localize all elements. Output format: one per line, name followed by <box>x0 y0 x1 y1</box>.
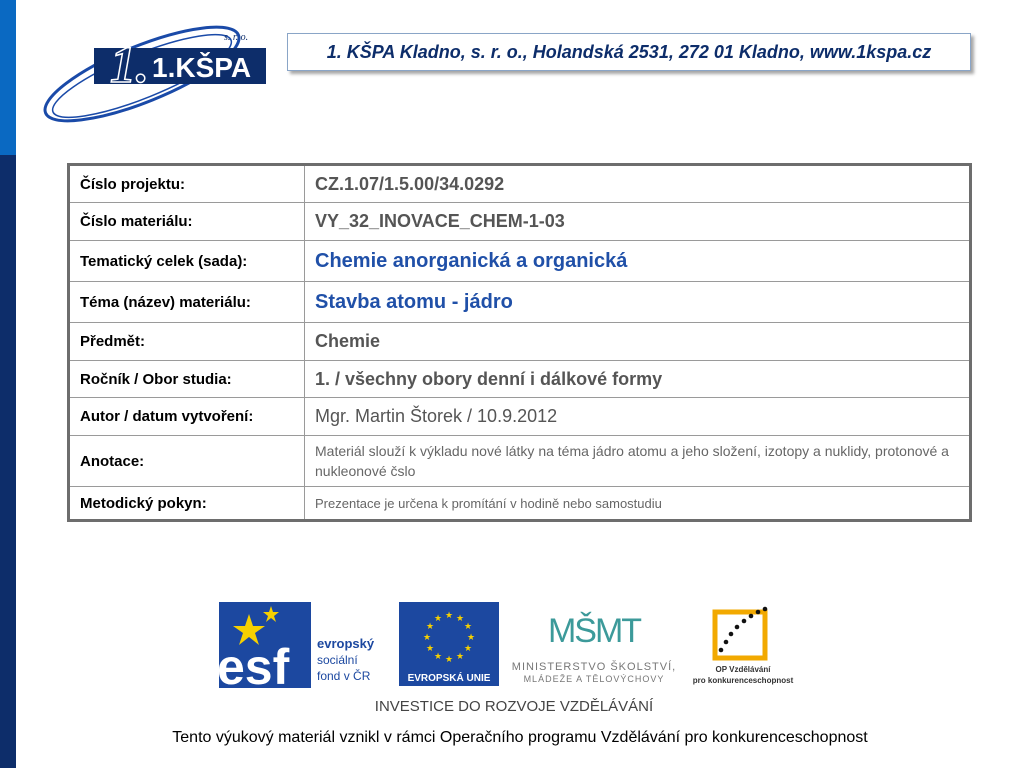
logo-text: 1.KŠPA <box>152 52 252 83</box>
esf-line3: fond v ČR <box>317 669 371 683</box>
table-row <box>69 323 971 361</box>
header-address-box <box>287 33 971 71</box>
header-address: 1. KŠPA Kladno, s. r. o., Holandská 2531, 272 01 Kladno, www.1kspa.cz <box>326 41 932 62</box>
row-value: 1. / všechny obory denní i dálkové formy <box>305 361 971 398</box>
row-value: CZ.1.07/1.5.00/34.0292 <box>305 165 971 203</box>
svg-text:★: ★ <box>463 644 473 654</box>
row-label: Číslo materiálu: <box>69 203 305 241</box>
op-vzdelavani-logo <box>687 600 799 690</box>
project-info-table <box>67 163 972 522</box>
svg-text:★: ★ <box>455 652 465 662</box>
left-accent-bar-bottom <box>0 155 16 768</box>
left-accent-bar-top <box>0 0 16 155</box>
kspa-logo <box>34 10 274 145</box>
esf-line2: sociální <box>317 653 358 667</box>
row-label: Tematický celek (sada): <box>69 241 305 282</box>
svg-text:★: ★ <box>433 652 443 662</box>
row-value: VY_32_INOVACE_CHEM-1-03 <box>305 203 971 241</box>
svg-text:★: ★ <box>444 611 454 621</box>
footer-text: Tento výukový materiál vznikl v rámci Operačního programu Vzdělávání pro konkurenceschopnost <box>172 729 868 746</box>
row-value: Chemie <box>305 323 971 361</box>
svg-text:★: ★ <box>425 622 435 632</box>
table-row <box>69 165 971 203</box>
svg-text:★: ★ <box>444 655 454 665</box>
row-label: Předmět: <box>69 323 305 361</box>
msmt-mark: MŠMT <box>547 612 641 650</box>
row-label: Autor / datum vytvoření: <box>69 398 305 436</box>
eu-flag-logo <box>399 602 499 686</box>
svg-text:★: ★ <box>425 644 435 654</box>
row-label: Anotace: <box>69 436 305 487</box>
funding-logos <box>219 600 809 720</box>
table-row <box>69 398 971 436</box>
logo-suffix: s. r. o. <box>224 32 249 43</box>
svg-text:★: ★ <box>422 633 432 643</box>
svg-text:★: ★ <box>466 633 476 643</box>
svg-text:★: ★ <box>433 614 443 624</box>
row-label: Číslo projektu: <box>69 165 305 203</box>
table-row <box>69 203 971 241</box>
row-value: Prezentace je určena k promítání v hodině nebo samostudiu <box>305 487 971 521</box>
svg-text:★: ★ <box>463 622 473 632</box>
row-value: Stavba atomu - jádro <box>305 282 971 323</box>
svg-text:1.: 1. <box>110 37 149 94</box>
table-row <box>69 241 971 282</box>
row-label: Ročník / Obor studia: <box>69 361 305 398</box>
row-value: Materiál slouží k výkladu nové látky na téma jádro atomu a jeho složení, izotopy a nuklidy, protonové a nukleonové čslo <box>305 436 971 487</box>
esf-line1: evropský <box>317 636 375 651</box>
op-line2: pro konkurenceschopnost <box>692 676 794 685</box>
row-value: Chemie anorganická a organická <box>305 241 971 282</box>
table-row <box>69 436 971 487</box>
esf-logo <box>219 602 389 688</box>
investice-caption: INVESTICE DO ROZVOJE VZDĚLÁVÁNÍ <box>374 698 654 715</box>
table-row <box>69 487 971 521</box>
msmt-logo <box>507 600 681 690</box>
table-row <box>69 361 971 398</box>
row-label: Téma (název) materiálu: <box>69 282 305 323</box>
svg-text:★: ★ <box>455 614 465 624</box>
eu-caption: EVROPSKÁ UNIE <box>407 673 491 684</box>
msmt-line2: MLÁDEŽE A TĚLOVÝCHOVY <box>523 674 665 684</box>
row-label: Metodický pokyn: <box>69 487 305 521</box>
msmt-line1: MINISTERSTVO ŠKOLSTVÍ, <box>511 661 677 673</box>
op-line1: OP Vzdělávání <box>715 665 771 674</box>
table-row <box>69 282 971 323</box>
esf-letters: esf <box>219 639 290 688</box>
row-value: Mgr. Martin Štorek / 10.9.2012 <box>305 398 971 436</box>
